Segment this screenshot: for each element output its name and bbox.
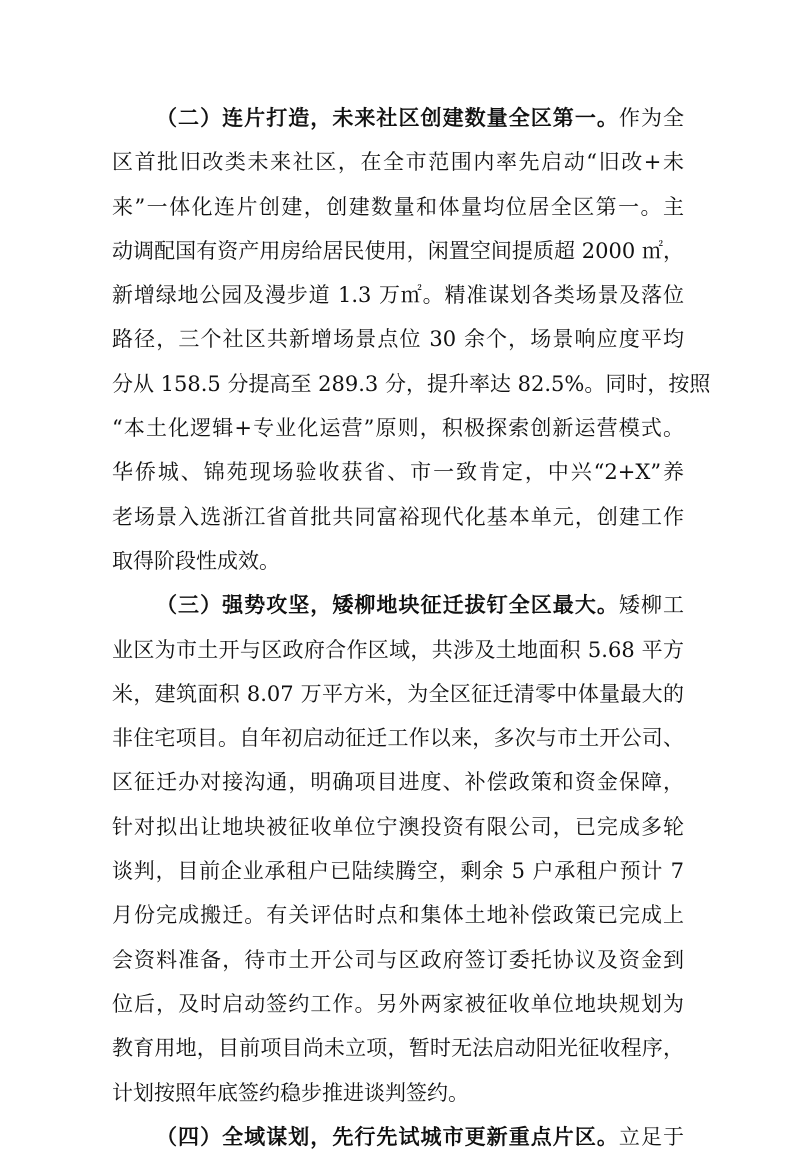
paragraph-text: 矮柳工 [618,593,685,618]
paragraph-text: 立足于 [618,1124,685,1149]
paragraph-text: 作为全 [618,106,685,130]
paragraph-line: 取得阶段性成效。 [112,548,280,573]
paragraph-line: 米，建筑面积 8.07 万平方米，为全区征迁清零中体量最大的 [112,681,684,706]
paragraph-line: 针对拟出让地块被征收单位宁澳投资有限公司，已完成多轮 [112,814,684,839]
paragraph-line: 老场景入选浙江省首批共同富裕现代化基本单元，创建工作 [112,504,684,529]
paragraph-line: 动调配国有资产用房给居民使用，闲置空间提质超 2000 ㎡， [112,238,684,263]
paragraph-line: 位后，及时启动签约工作。另外两家被征收单位地块规划为 [112,991,684,1016]
paragraph-line: 分从 158.5 分提高至 289.3 分，提升率达 82.5%。同时，按照 [112,371,711,396]
paragraph-line: 华侨城、锦苑现场验收获省、市一致肯定，中兴“2+X”养 [112,460,684,485]
paragraph [112,1115,684,1159]
paragraph-line: 路径，三个社区共新增场景点位 30 余个，场景响应度平均 [112,327,684,352]
paragraph-line: 计划按照年底签约稳步推进谈判签约。 [112,1080,469,1105]
paragraph-first-line [112,96,684,140]
paragraph-line: 非住宅项目。自年初启动征迁工作以来，多次与市土开公司、 [112,726,684,751]
paragraph-line: 会资料准备，待市土开公司与区政府签订委托协议及资金到 [112,947,684,972]
paragraph-line: “本土化逻辑+专业化运营”原则，积极探索创新运营模式。 [112,416,684,441]
section-heading: （三）强势攻坚，矮柳地块征迁拔钉全区最大。 [156,592,619,618]
paragraph-line: 谈判，目前企业承租户已陆续腾空，剩余 5 户承租户预计 7 [112,859,684,884]
paragraph-line: 业区为市土开与区政府合作区域，共涉及土地面积 5.68 平方 [112,637,684,662]
paragraph-line: 区首批旧改类未来社区，在全市范围内率先启动“旧改+未 [112,150,684,175]
paragraph-line: 新增绿地公园及漫步道 1.3 万㎡。精准谋划各类场景及落位 [112,283,684,308]
section-heading: （二）连片打造，未来社区创建数量全区第一。 [156,105,619,130]
document-page [112,96,711,1159]
paragraph-first-line [112,583,684,627]
paragraph-line: 教育用地，目前项目尚未立项，暂时无法启动阳光征收程序， [112,1036,684,1061]
paragraph [112,583,684,1115]
paragraph [112,96,711,583]
paragraph-line: 来”一体化连片创建，创建数量和体量均位居全区第一。主 [112,194,684,219]
section-heading: （四）全域谋划，先行先试城市更新重点片区。 [156,1123,619,1149]
paragraph-first-line [112,1115,684,1159]
paragraph-line: 区征迁办对接沟通，明确项目进度、补偿政策和资金保障， [112,770,684,795]
paragraph-line: 月份完成搬迁。有关评估时点和集体土地补偿政策已完成上 [112,903,684,928]
